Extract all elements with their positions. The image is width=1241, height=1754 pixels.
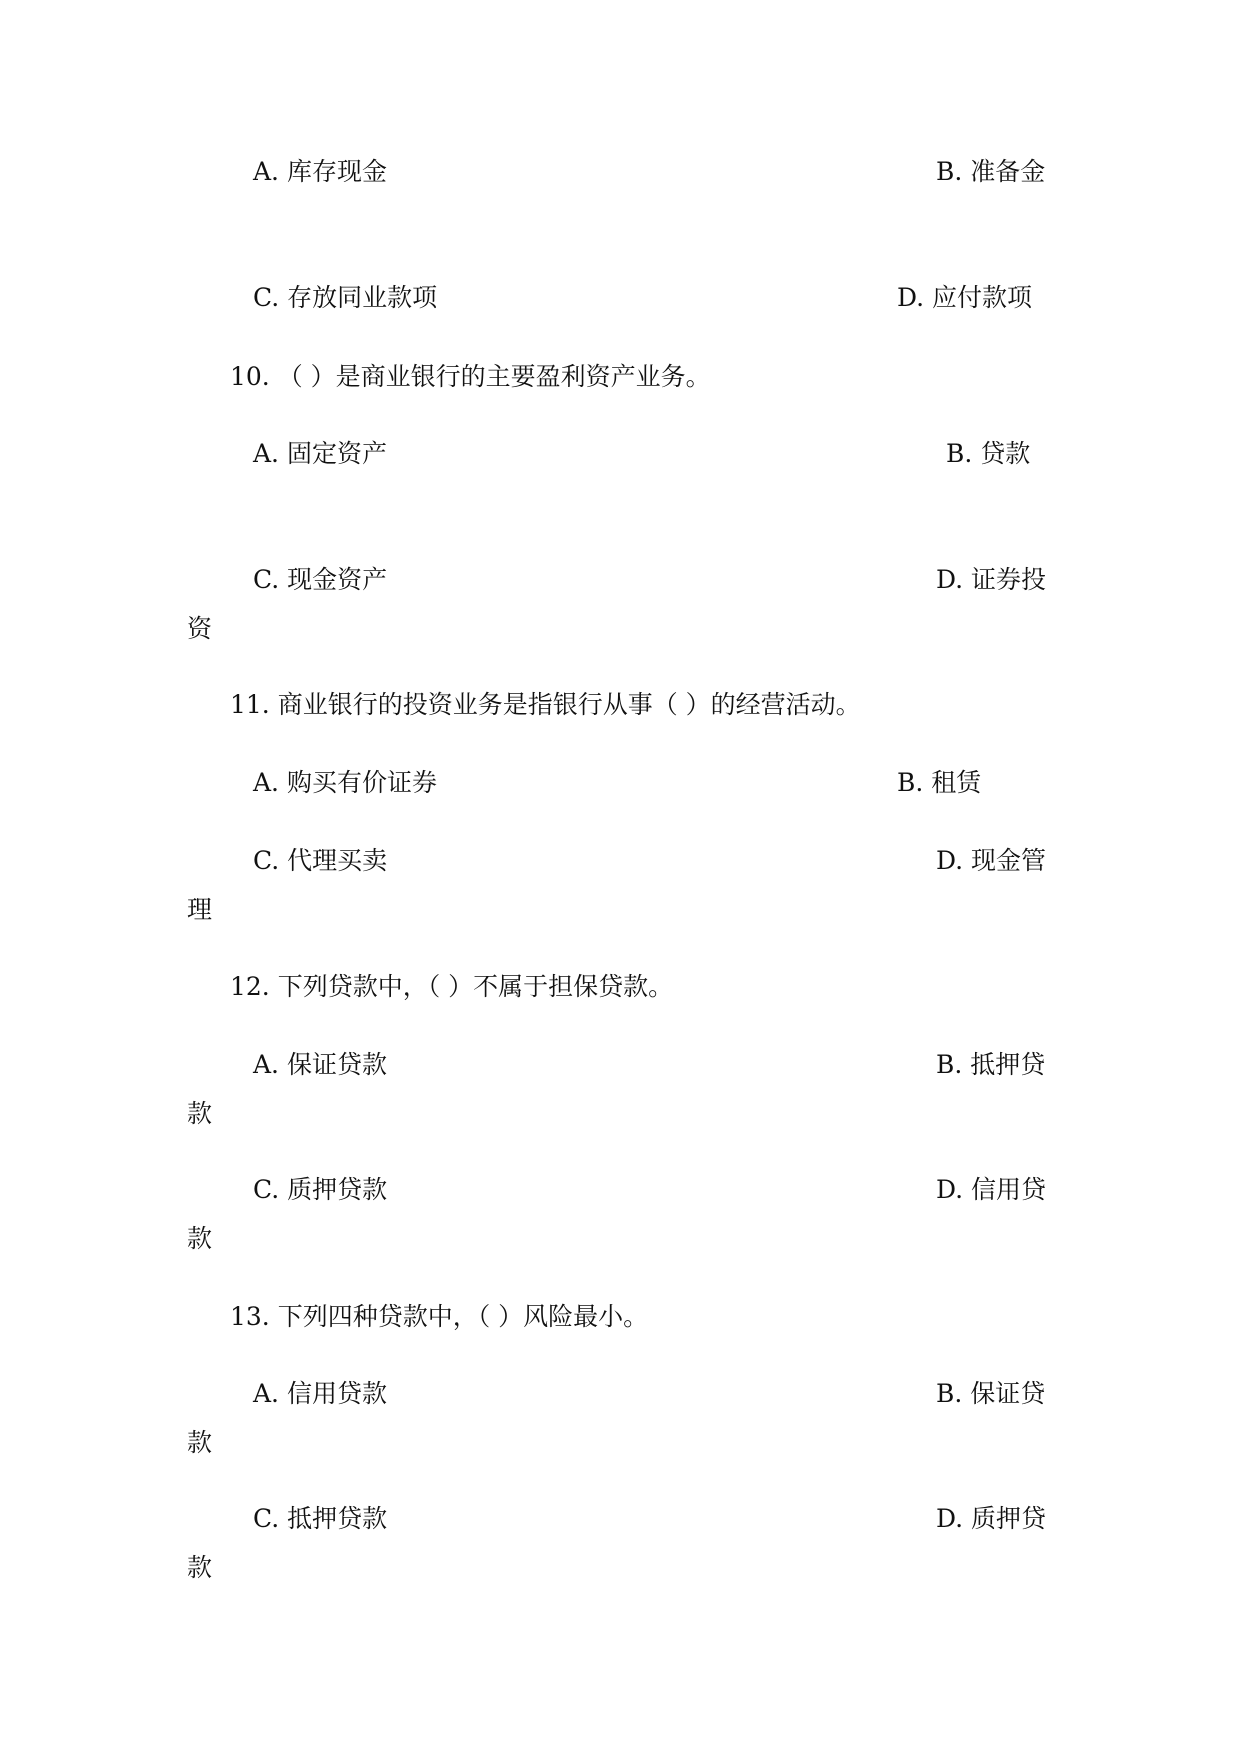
question-10: 10. （ ）是商业银行的主要盈利资产业务。 bbox=[230, 362, 711, 391]
option-d-q11-wrap: 理 bbox=[187, 895, 213, 924]
option-b-q11: B. 租赁 bbox=[897, 768, 982, 797]
option-d-q13-wrap: 款 bbox=[187, 1553, 213, 1582]
option-a-q12: A. 保证贷款 bbox=[253, 1050, 387, 1079]
question-11: 11. 商业银行的投资业务是指银行从事（ ）的经营活动。 bbox=[230, 690, 861, 719]
option-d-q10: D. 证券投 bbox=[936, 565, 1047, 594]
option-b-q13: B. 保证贷 bbox=[936, 1379, 1046, 1408]
question-12: 12. 下列贷款中，（ ）不属于担保贷款。 bbox=[230, 972, 674, 1001]
option-b-q13-wrap: 款 bbox=[187, 1428, 213, 1457]
option-d-q10-wrap: 资 bbox=[187, 614, 213, 643]
option-a-q13: A. 信用贷款 bbox=[253, 1379, 387, 1408]
option-a-q9: A. 库存现金 bbox=[253, 157, 387, 186]
option-c-q10: C. 现金资产 bbox=[253, 565, 388, 594]
option-d-q11: D. 现金管 bbox=[936, 846, 1047, 875]
option-c-q13: C. 抵押贷款 bbox=[253, 1504, 388, 1533]
option-b-q10: B. 贷款 bbox=[946, 439, 1031, 468]
option-c-q11: C. 代理买卖 bbox=[253, 846, 388, 875]
option-c-q12: C. 质押贷款 bbox=[253, 1175, 388, 1204]
option-a-q11: A. 购买有价证券 bbox=[253, 768, 437, 797]
option-c-q9: C. 存放同业款项 bbox=[253, 283, 438, 312]
option-d-q9: D. 应付款项 bbox=[897, 283, 1033, 312]
option-d-q13: D. 质押贷 bbox=[936, 1504, 1047, 1533]
question-13: 13. 下列四种贷款中，（ ）风险最小。 bbox=[230, 1302, 649, 1331]
option-a-q10: A. 固定资产 bbox=[253, 439, 387, 468]
option-b-q9: B. 准备金 bbox=[936, 157, 1046, 186]
option-d-q12: D. 信用贷 bbox=[936, 1175, 1047, 1204]
option-d-q12-wrap: 款 bbox=[187, 1224, 213, 1253]
option-b-q12: B. 抵押贷 bbox=[936, 1050, 1046, 1079]
option-b-q12-wrap: 款 bbox=[187, 1099, 213, 1128]
